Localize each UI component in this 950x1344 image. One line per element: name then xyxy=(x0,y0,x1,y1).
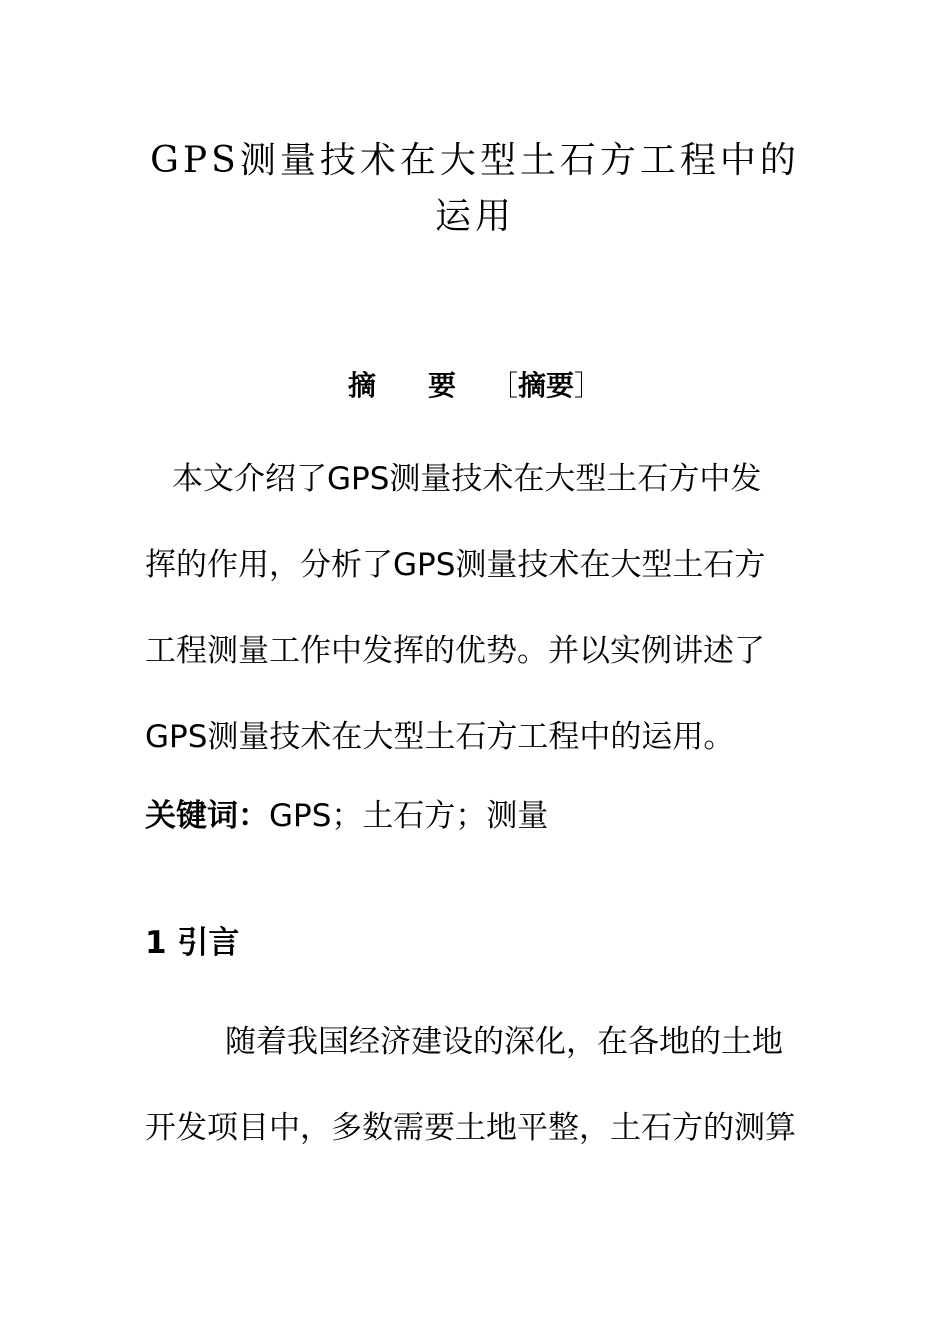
abstract-bracket-open: ［ xyxy=(489,369,518,402)
section-1-line-1: 随着我国经济建设的深化，在各地的土地 xyxy=(225,1024,783,1060)
keywords-line xyxy=(145,790,548,835)
document-title-line-2: 运用 xyxy=(434,196,515,237)
abstract-line-4: GPS测量技术在大型土石方工程中的运用。 xyxy=(145,719,735,755)
section-1-heading: 1 引言 xyxy=(145,925,240,961)
document-title-line-1: GPS测量技术在大型土石方工程中的 xyxy=(150,140,800,181)
abstract-line-3: 工程测量工作中发挥的优势。并以实例讲述了 xyxy=(145,633,765,669)
abstract-line-2: 挥的作用，分析了GPS测量技术在大型土石方 xyxy=(145,547,766,583)
abstract-heading-part-2: 要 xyxy=(427,369,456,402)
abstract-line-1: 本文介绍了GPS测量技术在大型土石方中发 xyxy=(172,461,762,497)
abstract-bracket-text: 摘要 xyxy=(518,369,575,402)
keywords-value: GPS；土石方；测量 xyxy=(269,798,549,834)
abstract-bracket-close: ］ xyxy=(574,369,603,402)
abstract-heading xyxy=(0,364,950,404)
section-1-line-2: 开发项目中，多数需要土地平整，土石方的测算 xyxy=(145,1110,796,1146)
keywords-label: 关键词： xyxy=(145,798,269,834)
abstract-heading-part-1: 摘 xyxy=(347,369,376,402)
